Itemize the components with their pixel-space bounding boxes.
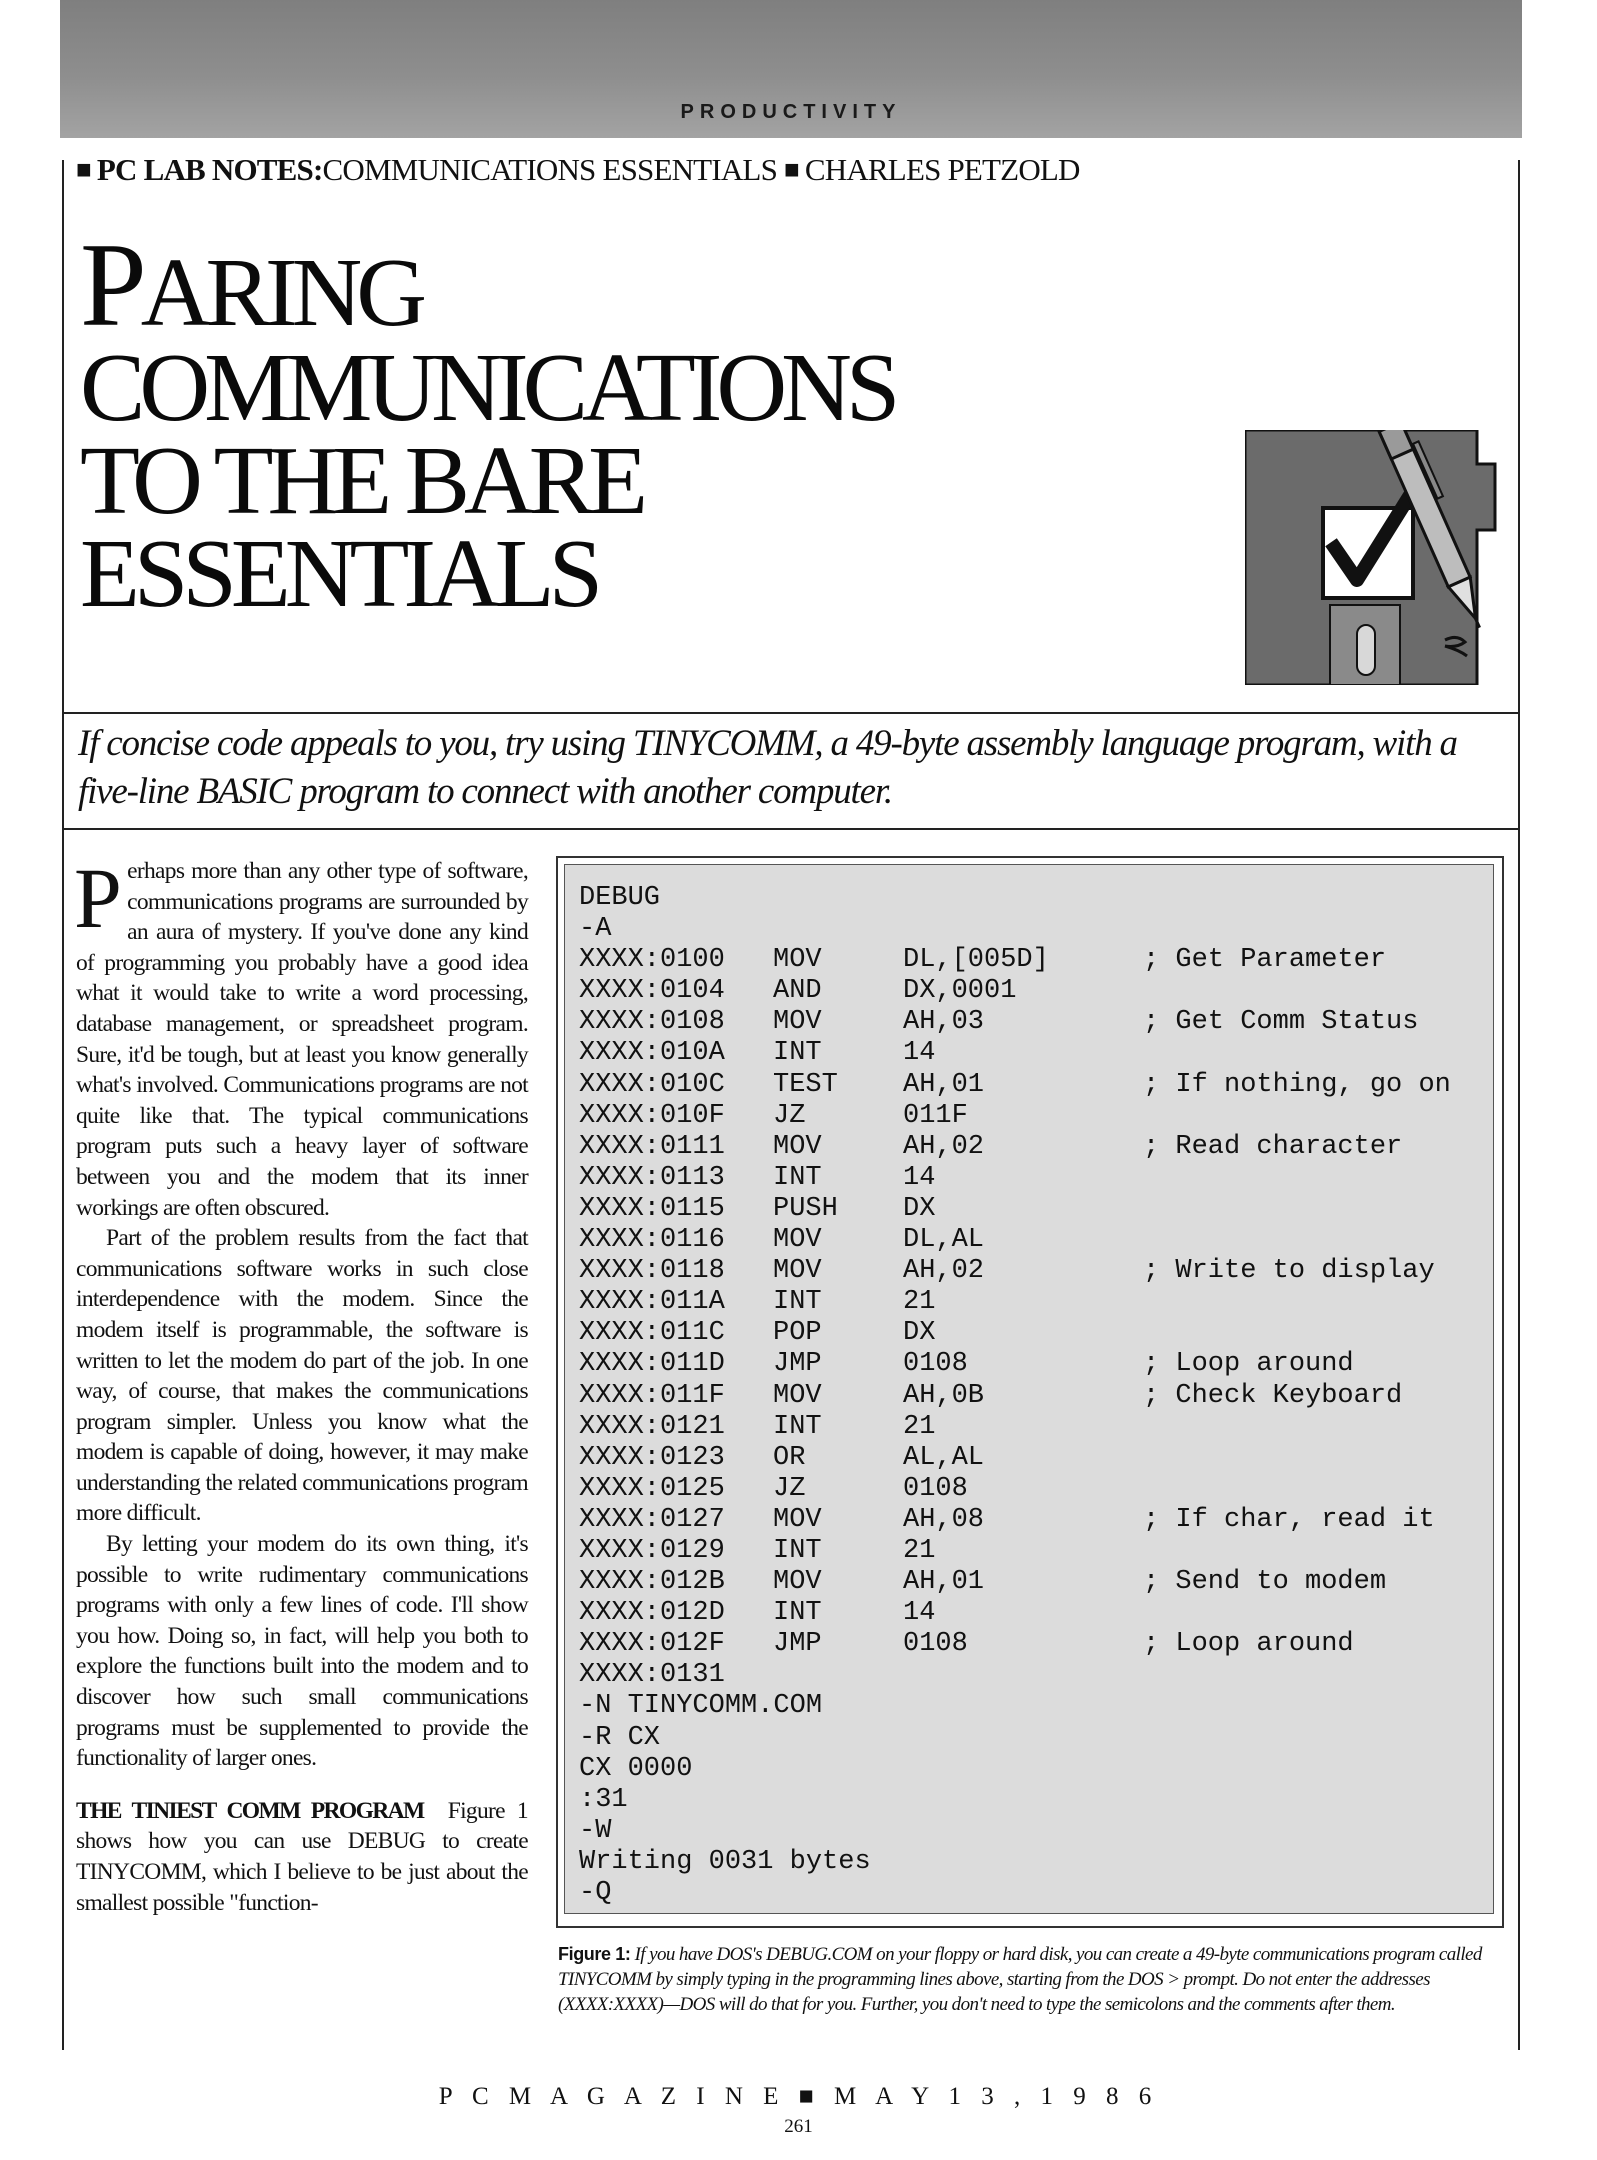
code-line: -W (579, 1815, 612, 1846)
code-instruction-row (579, 1567, 1493, 1598)
code-operand: DX (903, 1318, 936, 1349)
code-comment: ; If char, read it (1143, 1504, 1435, 1535)
code-address: XXXX:0100 (579, 945, 725, 976)
frame-right-rule (1518, 160, 1520, 2050)
code-comment: ; Get Comm Status (1143, 1007, 1419, 1038)
code-address: XXXX:0127 (579, 1504, 725, 1535)
code-opcode: MOV (773, 1504, 822, 1535)
code-opcode: JMP (773, 1629, 822, 1660)
code-operand: 0108 (903, 1349, 968, 1380)
figure-caption (558, 1942, 1500, 2017)
code-instruction-row (579, 1038, 1493, 1069)
code-operand: AH,02 (903, 1256, 985, 1287)
code-opcode: POP (773, 1318, 822, 1349)
code-comment: ; If nothing, go on (1143, 1069, 1451, 1100)
code-address: XXXX:0111 (579, 1131, 725, 1162)
code-instruction-row (579, 1381, 1493, 1412)
code-operand: DL,[005D] (903, 945, 1049, 976)
deck-top-rule (64, 712, 1518, 714)
code-operand: AH,03 (903, 1007, 985, 1038)
body-paragraph-1 (74, 850, 528, 1223)
deck-subtitle: If concise code appeals to you, try using TINYCOMM, a 49-byte assembly language program, with a five-line BASIC program to connect with another computer. (78, 723, 1457, 812)
code-instruction-row (579, 1287, 1493, 1318)
headline-line-1-rest: ARING (140, 239, 422, 347)
code-opcode: PUSH (773, 1193, 838, 1224)
code-address: XXXX:0104 (579, 976, 725, 1007)
code-address: XXXX:012F (579, 1629, 725, 1660)
code-address: XXXX:0131 (579, 1660, 725, 1691)
deck-bottom-rule (64, 828, 1518, 830)
author-name: CHARLES PETZOLD (804, 152, 1080, 187)
code-comment: ; Write to display (1143, 1256, 1435, 1287)
code-address: XXXX:010A (579, 1038, 725, 1069)
code-opcode: INT (773, 1287, 822, 1318)
headline-line-2: COMMUNICATIONS (80, 334, 895, 442)
frame-left-rule (62, 160, 64, 2050)
code-opcode: MOV (773, 945, 822, 976)
code-line: -N TINYCOMM.COM (579, 1691, 823, 1722)
code-address: XXXX:010C (579, 1069, 725, 1100)
code-line: Writing 0031 bytes (579, 1846, 871, 1877)
code-instruction-row (579, 1536, 1493, 1567)
code-comment: ; Loop around (1143, 1629, 1354, 1660)
code-instruction-row (579, 1194, 1493, 1225)
code-instruction-row (579, 945, 1493, 976)
code-operand: AH,02 (903, 1131, 985, 1162)
code-opcode: AND (773, 976, 822, 1007)
code-instruction-row (579, 1660, 1493, 1691)
figure-caption-label: Figure 1: (558, 1944, 631, 1964)
code-line: CX 0000 (579, 1753, 693, 1784)
footer-date: M A Y 1 3 , 1 9 8 6 (834, 2083, 1159, 2110)
code-opcode: MOV (773, 1256, 822, 1287)
code-opcode: INT (773, 1411, 822, 1442)
section-subhead: THE TINIEST COMM PROGRAM (76, 1797, 424, 1824)
headline-line-3: TO THE BARE (80, 427, 642, 536)
code-opcode: JZ (773, 1473, 806, 1504)
bullet-square-icon: ■ (76, 155, 91, 184)
code-address: XXXX:011A (579, 1287, 725, 1318)
code-operand: 14 (903, 1038, 936, 1069)
drop-cap: P (74, 850, 122, 946)
code-instruction-row (579, 1256, 1493, 1287)
code-operand: DX,0001 (903, 976, 1017, 1007)
code-operand: AH,08 (903, 1504, 985, 1535)
code-instruction-row (579, 1132, 1493, 1163)
code-address: XXXX:0113 (579, 1162, 725, 1193)
code-opcode: MOV (773, 1380, 822, 1411)
code-line: -A (579, 914, 612, 945)
code-listing (564, 864, 1494, 1914)
section-label: PRODUCTIVITY (680, 101, 902, 123)
code-opcode: OR (773, 1442, 806, 1473)
code-instruction-row (579, 1070, 1493, 1101)
code-opcode: MOV (773, 1567, 822, 1598)
code-opcode: INT (773, 1535, 822, 1566)
code-address: XXXX:0129 (579, 1535, 725, 1566)
code-operand: 21 (903, 1411, 936, 1442)
bullet-square-icon: ■ (783, 155, 799, 184)
body-paragraph-3: By letting your modem do its own thing, it's possible to write rudimentary communications programs with only a few lines of code. I'll show you how. Doing so, in fact, will help you both to explore the functions built into the modem and to discover how such small communications programs must be supplemented to provide the functionality of larger ones. (76, 1531, 528, 1772)
code-line: :31 (579, 1784, 628, 1815)
body-paragraph-4 (76, 1796, 528, 1918)
body-paragraph-1-text: erhaps more than any other type of software, communications programs are surrounded by an aura of mystery. If you've done any kind of programming you probably have a good idea what it would take to write a word processing, database management, or spreadsheet program. Sure, it'd be tough, but at least you know generally what's involved. Communications programs are not quite like that. The typical communications program puts such a heavy layer of software between you and the modem that its inner workings are often obscured. (76, 858, 528, 1221)
body-paragraph-4-text: Figure 1 shows how you can use DEBUG to create TINYCOMM, which I believe to be just about the smallest possible "function- (76, 1797, 528, 1916)
code-instruction-row (579, 976, 1493, 1007)
figure-caption-text: If you have DOS's DEBUG.COM on your floppy or hard disk, you can create a 49-byte communications program called TINYCOMM by simply typing in the programming lines above, starting from the DOS > prompt. Do not enter the addresses (XXXX:XXXX)—DOS will do that for you. Further, you don't need to type the semicolons and the comments after them. (558, 1944, 1482, 2015)
code-operand: 0108 (903, 1473, 968, 1504)
code-address: XXXX:011D (579, 1349, 725, 1380)
code-operand: 14 (903, 1162, 936, 1193)
code-comment: ; Loop around (1143, 1349, 1354, 1380)
code-line: -R CX (579, 1722, 661, 1753)
column-topic: COMMUNICATIONS ESSENTIALS (322, 152, 778, 187)
footer-publication: P C M A G A Z I N E (438, 2083, 786, 2110)
column-name: PC LAB NOTES: (96, 152, 323, 187)
code-address: XXXX:010F (579, 1100, 725, 1131)
headline-line-1 (80, 218, 894, 351)
code-instruction-row (579, 1007, 1493, 1038)
code-operand: 14 (903, 1598, 936, 1629)
code-opcode: INT (773, 1598, 822, 1629)
code-address: XXXX:011C (579, 1318, 725, 1349)
code-instruction-row (579, 1505, 1493, 1536)
code-comment: ; Read character (1143, 1131, 1403, 1162)
code-instruction-row (579, 1225, 1493, 1256)
page-number: 261 (784, 2116, 813, 2137)
code-operand: 21 (903, 1535, 936, 1566)
code-address: XXXX:0118 (579, 1256, 725, 1287)
code-operand: AH,0B (903, 1380, 985, 1411)
code-comment: ; Check Keyboard (1143, 1380, 1403, 1411)
floppy-checkmark-pen-icon (1245, 430, 1507, 685)
code-instruction-row (579, 1629, 1493, 1660)
headline-line-4: ESSENTIALS (80, 520, 598, 629)
code-instruction-row (579, 1318, 1493, 1349)
code-operand: 21 (903, 1287, 936, 1318)
code-address: XXXX:0125 (579, 1473, 725, 1504)
code-instruction-row (579, 1443, 1493, 1474)
code-address: XXXX:0121 (579, 1411, 725, 1442)
code-address: XXXX:011F (579, 1380, 725, 1411)
code-opcode: INT (773, 1038, 822, 1069)
code-instruction-row (579, 1412, 1493, 1443)
code-address: XXXX:0123 (579, 1442, 725, 1473)
code-operand: AH,01 (903, 1069, 985, 1100)
code-address: XXXX:0116 (579, 1225, 725, 1256)
code-operand: 011F (903, 1100, 968, 1131)
article-body (74, 850, 528, 1918)
code-opcode: JZ (773, 1100, 806, 1131)
code-address: XXXX:0115 (579, 1193, 725, 1224)
code-line: DEBUG (579, 883, 661, 913)
code-line: -Q (579, 1878, 612, 1908)
footer (0, 2083, 1597, 2111)
code-opcode: MOV (773, 1225, 822, 1256)
code-address: XXXX:0108 (579, 1007, 725, 1038)
byline (76, 152, 1080, 188)
code-instruction-row (579, 1474, 1493, 1505)
headline-initial: P (80, 218, 141, 351)
code-lines (579, 883, 1493, 1909)
code-operand: AL,AL (903, 1442, 985, 1473)
code-opcode: MOV (773, 1007, 822, 1038)
code-comment: ; Send to modem (1143, 1567, 1387, 1598)
code-opcode: JMP (773, 1349, 822, 1380)
code-opcode: INT (773, 1162, 822, 1193)
section-banner (60, 0, 1522, 138)
code-instruction-row (579, 1598, 1493, 1629)
code-address: XXXX:012B (579, 1567, 725, 1598)
code-operand: AH,01 (903, 1567, 985, 1598)
headline (80, 218, 895, 629)
code-operand: 0108 (903, 1629, 968, 1660)
footer-separator: ■ (798, 2083, 821, 2110)
code-opcode: MOV (773, 1131, 822, 1162)
code-instruction-row (579, 1163, 1493, 1194)
code-operand: DX (903, 1193, 936, 1224)
code-operand: DL,AL (903, 1225, 985, 1256)
code-instruction-row (579, 1101, 1493, 1132)
code-instruction-row (579, 1349, 1493, 1380)
code-opcode: TEST (773, 1069, 838, 1100)
code-comment: ; Get Parameter (1143, 945, 1387, 976)
body-paragraph-2: Part of the problem results from the fact that communications software works in such close interdependence with the modem. Since the modem itself is programmable, the software is written to let the modem do part of the job. In one way, of course, that makes the communications program simpler. Unless you know what the modem is capable of doing, however, it may make understanding the related communications program more difficult. (76, 1225, 528, 1527)
code-address: XXXX:012D (579, 1598, 725, 1629)
